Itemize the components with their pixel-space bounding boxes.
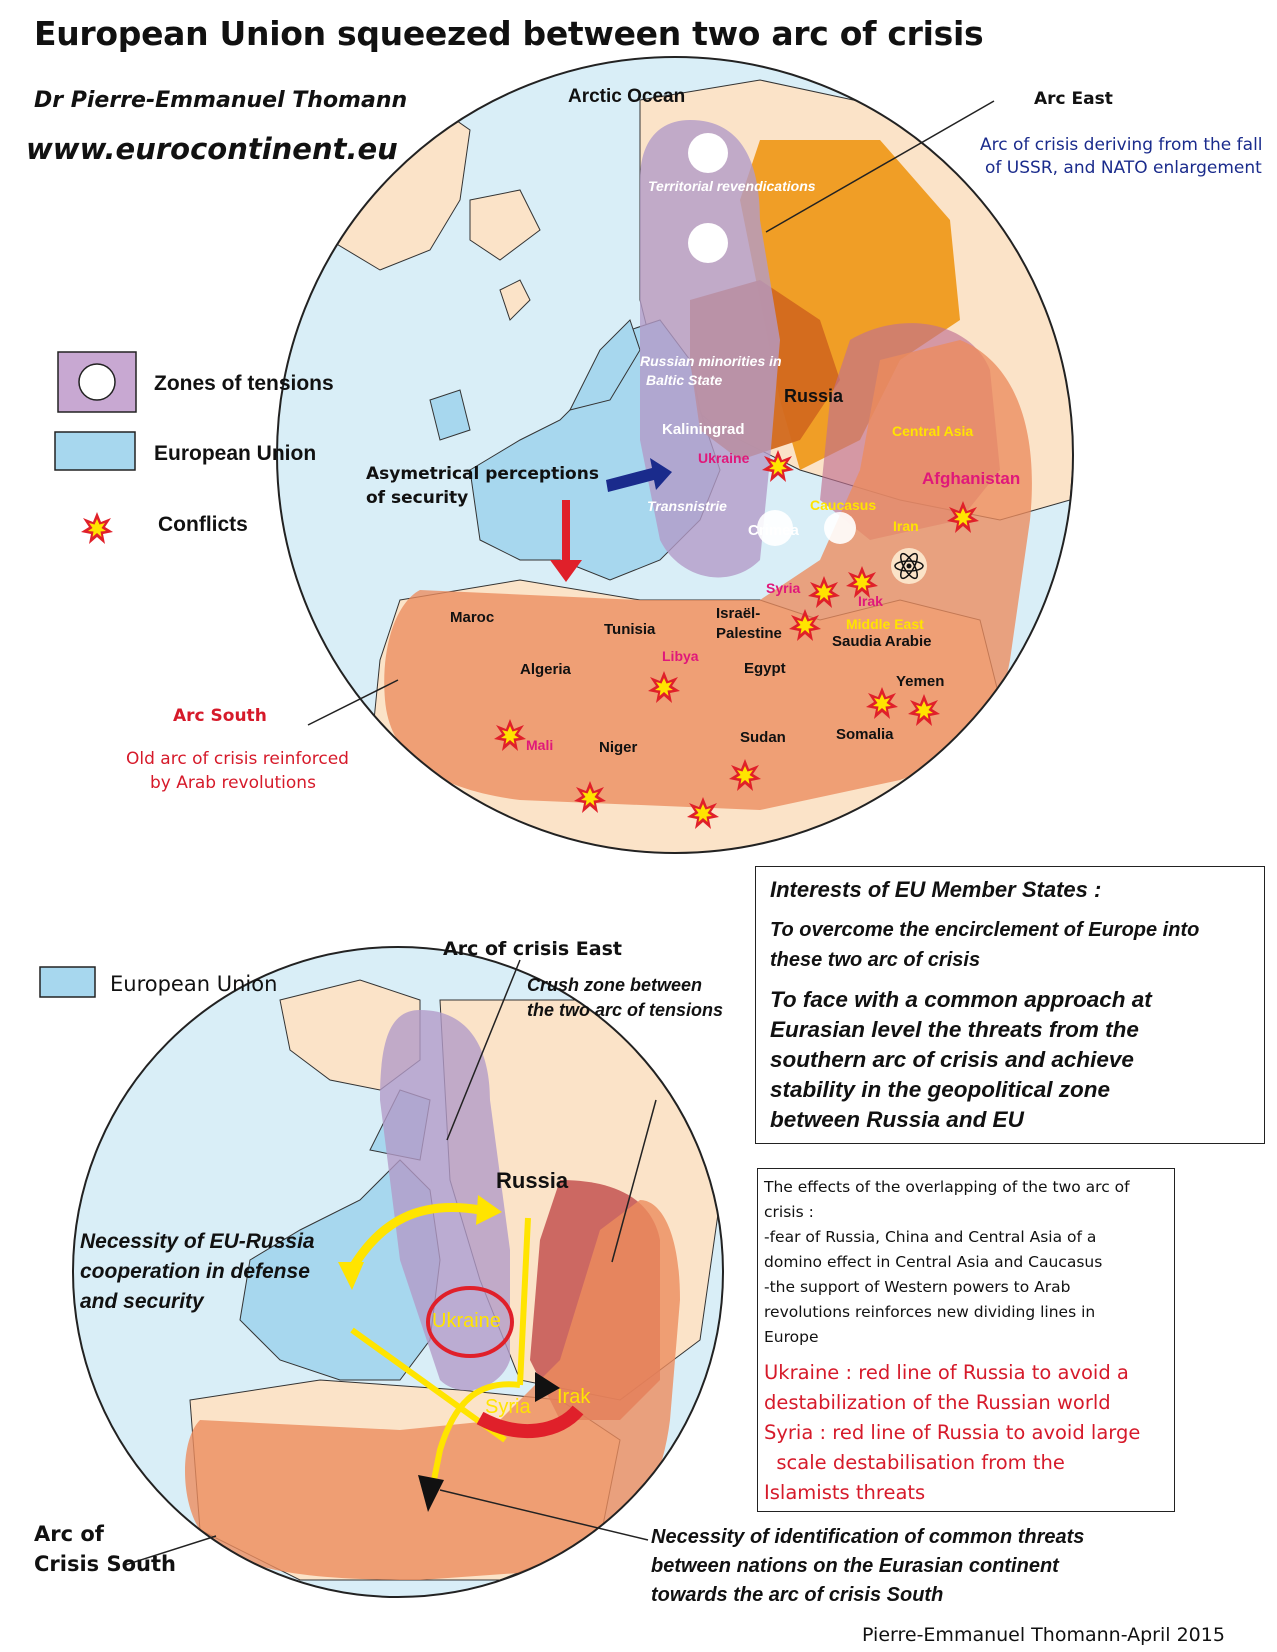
somalia-label: Somalia	[836, 726, 894, 743]
arc-crisis-south-label-1: Arc of	[34, 1522, 104, 1546]
legend-eu-label: European Union	[154, 442, 317, 465]
bottom-legend-eu-swatch	[40, 967, 95, 997]
transnistrie-label: Transnistrie	[647, 498, 727, 514]
cooperation-label-2: cooperation in defense	[80, 1260, 310, 1283]
sudan-label: Sudan	[740, 729, 786, 746]
interests-p2-line2: Eurasian level the threats from the	[770, 1017, 1139, 1042]
irak-label: Irak	[858, 593, 883, 609]
arc-east-desc-2: of USSR, and NATO enlargement	[985, 158, 1262, 178]
legend-tensions-label: Zones of tensions	[154, 372, 334, 395]
niger-label: Niger	[599, 739, 638, 756]
iran-label: Iran	[893, 518, 919, 534]
interests-p2-line5: between Russia and EU	[770, 1107, 1024, 1132]
algeria-label: Algeria	[520, 661, 571, 678]
arc-crisis-south-label-2: Crisis South	[34, 1552, 176, 1576]
bottom-legend-eu-label: European Union	[110, 972, 278, 996]
identification-label-1: Necessity of identification of common threats	[651, 1526, 1085, 1548]
arctic-ocean-label: Arctic Ocean	[568, 86, 686, 107]
arc-east-title: Arc East	[1034, 89, 1113, 109]
russian-minorities-label-2: Baltic State	[646, 372, 723, 388]
asymetrical-label-2: of security	[366, 488, 469, 508]
effects-red-line-2: destabilization of the Russian world	[764, 1391, 1111, 1414]
cooperation-label-1: Necessity of EU-Russia	[80, 1230, 315, 1253]
author-name: Dr Pierre-Emmanuel Thomann	[34, 88, 408, 113]
middle-east-label: Middle East	[846, 616, 924, 632]
identification-label-3: towards the arc of crisis South	[651, 1584, 944, 1606]
effects-line-1: The effects of the overlapping of the two arc of	[764, 1178, 1130, 1196]
israel-label-1: Israël-	[716, 605, 761, 622]
maroc-label: Maroc	[450, 609, 495, 626]
effects-line-3: -fear of Russia, China and Central Asia of a	[764, 1228, 1097, 1246]
legend-conflict-icon	[81, 512, 113, 544]
interests-p2-line1: To face with a common approach at	[770, 987, 1152, 1012]
russia-label: Russia	[784, 386, 844, 406]
caucasus-label: Caucasus	[810, 497, 877, 513]
interests-p1-line1: To overcome the encirclement of Europe into	[770, 919, 1200, 941]
saudia-label: Saudia Arabie	[832, 633, 932, 650]
bottom-irak-label: Irak	[557, 1386, 591, 1408]
arc-east-desc-1: Arc of crisis deriving from the fall	[980, 135, 1263, 155]
crush-zone-label-1: Crush zone between	[527, 975, 703, 995]
arc-crisis-east-label: Arc of crisis East	[443, 938, 622, 960]
effects-line-2: crisis :	[764, 1203, 814, 1221]
interests-heading: Interests of EU Member States :	[770, 877, 1102, 902]
legend-eu-swatch	[55, 432, 135, 470]
israel-label-2: Palestine	[716, 625, 782, 642]
effects-red-line-3: Syria : red line of Russia to avoid large	[764, 1421, 1141, 1444]
central-asia-label: Central Asia	[892, 423, 974, 439]
syria-label: Syria	[766, 580, 801, 596]
arc-south-desc-1: Old arc of crisis reinforced	[126, 749, 349, 769]
page-title: European Union squeezed between two arc of crisis	[34, 14, 984, 53]
identification-label-2: between nations on the Eurasian continent	[651, 1555, 1059, 1577]
interests-box	[755, 866, 1265, 1144]
territorial-label: Territorial revendications	[648, 178, 816, 194]
effects-line-5: -the support of Western powers to Arab	[764, 1278, 1071, 1296]
mali-label: Mali	[526, 737, 554, 753]
ukraine-label: Ukraine	[698, 450, 750, 466]
russian-minorities-label-1: Russian minorities in	[640, 353, 782, 369]
interests-p2-line3: southern arc of crisis and achieve	[770, 1047, 1134, 1072]
egypt-label: Egypt	[744, 660, 786, 677]
crimea-label: Crimea	[748, 522, 799, 539]
afghanistan-label: Afghanistan	[922, 469, 1021, 488]
asymetrical-label-1: Asymetrical perceptions	[366, 464, 599, 484]
crush-zone-label-2: the two arc of tensions	[527, 1000, 724, 1020]
kaliningrad-label: Kaliningrad	[662, 421, 745, 438]
bottom-russia-label: Russia	[496, 1168, 569, 1193]
tunisia-label: Tunisia	[604, 621, 656, 638]
caucasus-tension-circle	[824, 512, 856, 544]
arc-south-desc-2: by Arab revolutions	[150, 773, 316, 793]
interests-p1-line2: these two arc of crisis	[770, 949, 981, 971]
effects-red-line-5: Islamists threats	[764, 1481, 926, 1504]
arc-south-title: Arc South	[173, 706, 267, 726]
bottom-syria-label: Syria	[485, 1396, 531, 1418]
effects-red-line-1: Ukraine : red line of Russia to avoid a	[764, 1361, 1129, 1384]
interests-p2-line4: stability in the geopolitical zone	[770, 1077, 1111, 1102]
cooperation-label-3: and security	[80, 1290, 204, 1313]
credit-line: Pierre-Emmanuel Thomann-April 2015	[862, 1624, 1225, 1646]
effects-line-4: domino effect in Central Asia and Caucasus	[764, 1253, 1103, 1271]
effects-red-line-4: scale destabilisation from the	[764, 1451, 1065, 1474]
legend-conflicts-label: Conflicts	[158, 513, 248, 536]
website-url[interactable]: www.eurocontinent.eu	[26, 132, 398, 166]
bottom-ukraine-label: Ukraine	[432, 1310, 501, 1332]
yemen-label: Yemen	[896, 673, 945, 690]
libya-label: Libya	[662, 648, 699, 664]
effects-line-6: revolutions reinforces new dividing lines in	[764, 1303, 1096, 1321]
nuclear-atom-icon	[891, 548, 927, 584]
effects-box	[757, 1168, 1175, 1512]
effects-line-7: Europe	[764, 1328, 819, 1346]
